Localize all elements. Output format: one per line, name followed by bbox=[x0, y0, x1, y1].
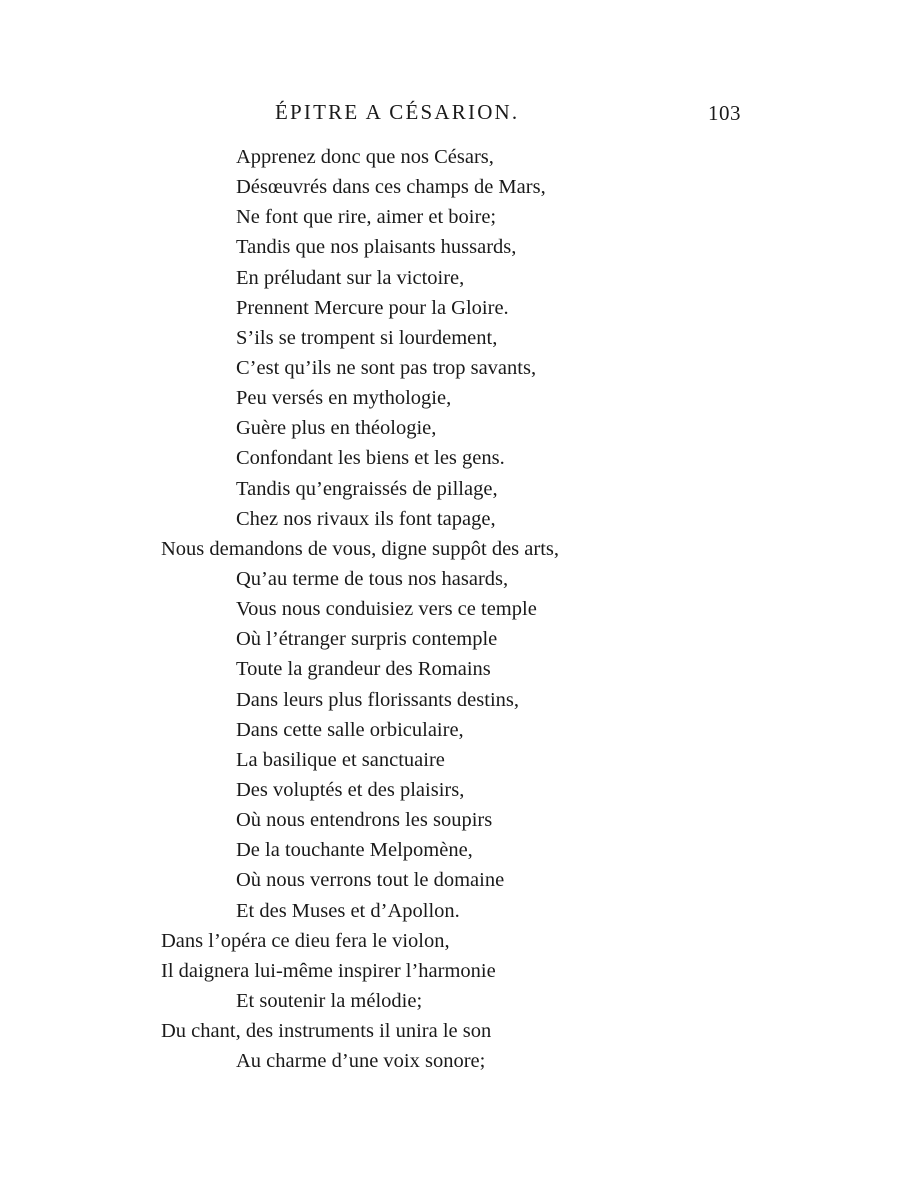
verse-line: Où nous entendrons les soupirs bbox=[236, 809, 493, 832]
verse-line: S’ils se trompent si lourdement, bbox=[236, 326, 498, 349]
verse-line: Et des Muses et d’Apollon. bbox=[236, 899, 460, 922]
running-head bbox=[0, 100, 900, 130]
verse-line: Qu’au terme de tous nos hasards, bbox=[236, 567, 509, 590]
verse-line: Peu versés en mythologie, bbox=[236, 387, 452, 410]
verse-line: C’est qu’ils ne sont pas trop savants, bbox=[236, 356, 537, 379]
verse-line: Il daignera lui-même inspirer l’harmonie bbox=[161, 959, 496, 982]
verse-line: Ne font que rire, aimer et boire; bbox=[236, 206, 497, 229]
verse-line: De la touchante Melpomène, bbox=[236, 839, 473, 862]
verse-line: Toute la grandeur des Romains bbox=[236, 658, 491, 681]
verse-line: Confondant les biens et les gens. bbox=[236, 447, 505, 470]
verse-line: Chez nos rivaux ils font tapage, bbox=[236, 507, 496, 530]
verse-line: Au charme d’une voix sonore; bbox=[236, 1050, 486, 1073]
poem-verses bbox=[0, 142, 900, 1076]
verse-line: Désœuvrés dans ces champs de Mars, bbox=[236, 176, 546, 199]
verse-line: Des voluptés et des plaisirs, bbox=[236, 778, 465, 801]
running-title: ÉPITRE A CÉSARION. bbox=[275, 100, 520, 124]
verse-line: Tandis qu’engraissés de pillage, bbox=[236, 477, 498, 500]
verse-line: Où nous verrons tout le domaine bbox=[236, 869, 505, 892]
verse-line: Du chant, des instruments il unira le son bbox=[161, 1020, 492, 1043]
verse-line: Dans cette salle orbiculaire, bbox=[236, 718, 464, 741]
verse-line: En préludant sur la victoire, bbox=[236, 266, 465, 289]
verse-line: Dans leurs plus florissants destins, bbox=[236, 688, 519, 711]
verse-line: Vous nous conduisiez vers ce temple bbox=[236, 598, 537, 621]
verse-line: Et soutenir la mélodie; bbox=[236, 989, 423, 1012]
verse-line: Apprenez donc que nos Césars, bbox=[236, 146, 494, 168]
verse-line: Où l’étranger surpris contemple bbox=[236, 628, 498, 651]
verse-line: Dans l’opéra ce dieu fera le violon, bbox=[161, 929, 450, 952]
verse-line: Guère plus en théologie, bbox=[236, 417, 437, 440]
verse-line: La basilique et sanctuaire bbox=[236, 748, 445, 771]
verse-line: Prennent Mercure pour la Gloire. bbox=[236, 296, 509, 319]
verse-line: Nous demandons de vous, digne suppôt des arts, bbox=[161, 537, 559, 560]
page-number: 103 bbox=[708, 101, 741, 125]
verse-line: Tandis que nos plaisants hussards, bbox=[236, 236, 517, 259]
